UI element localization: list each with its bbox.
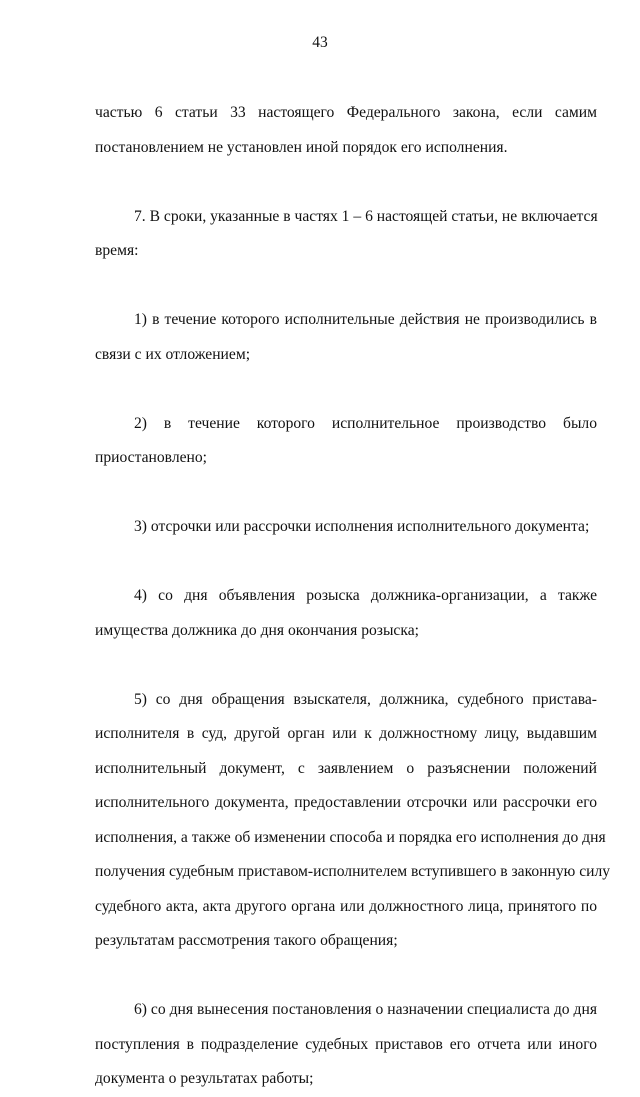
list-item-4: [95, 579, 597, 648]
document-body: [95, 96, 611, 1097]
text-line: поступления в подразделение судебных приставов его отчета или иного: [95, 1035, 597, 1053]
text-line: результатам рассмотрения такого обращения;: [95, 932, 398, 949]
text-line: частью 6 статьи 33 настоящего Федерального закона, если самим: [95, 104, 597, 121]
paragraph-part-7: [95, 200, 597, 269]
text-line: получения судебным приставом-исполнителем вступившего в законную силу: [95, 863, 611, 880]
list-item-3: [95, 510, 597, 545]
list-item-2: [95, 407, 597, 476]
text-line: время:: [95, 242, 139, 259]
text-line: 4) со дня объявления розыска должника-организации, а также: [134, 587, 597, 604]
text-line: приостановлено;: [95, 449, 207, 466]
text-line: исполнителя в суд, другой орган или к должностному лицу, выдавшим: [95, 725, 597, 742]
page-number: 43: [312, 34, 328, 51]
text-line: судебного акта, акта другого органа или должностного лица, принятого по: [95, 897, 597, 915]
text-line: исполнительный документ, с заявлением о разъяснении положений: [95, 759, 597, 777]
text-line: постановлением не установлен иной порядок его исполнения.: [95, 138, 508, 156]
list-item-5: [95, 683, 611, 959]
text-line: 1) в течение которого исполнительные действия не производились в: [134, 311, 597, 328]
text-line: имущества должника до дня окончания розыска;: [95, 621, 419, 639]
text-line: исполнительного документа, предоставлении отсрочки или рассрочки его: [95, 794, 597, 811]
text-line: связи с их отложением;: [95, 345, 251, 363]
text-line: 5) со дня обращения взыскателя, должника, судебного пристава-: [134, 690, 597, 708]
paragraph-continuation: [95, 96, 597, 165]
list-item-6: [95, 993, 597, 1097]
list-item-1: [95, 303, 597, 372]
text-line: исполнения, а также об изменении способа и порядка его исполнения до дня: [95, 828, 606, 846]
text-line: 6) со дня вынесения постановления о назначении специалиста до дня: [134, 1001, 597, 1018]
text-line: 2) в течение которого исполнительное производство было: [134, 414, 597, 432]
text-line: 3) отсрочки или рассрочки исполнения исполнительного документа;: [134, 518, 590, 535]
text-line: документа о результатах работы;: [95, 1070, 314, 1087]
text-line: 7. В сроки, указанные в частях 1 – 6 настоящей статьи, не включается: [134, 207, 598, 225]
